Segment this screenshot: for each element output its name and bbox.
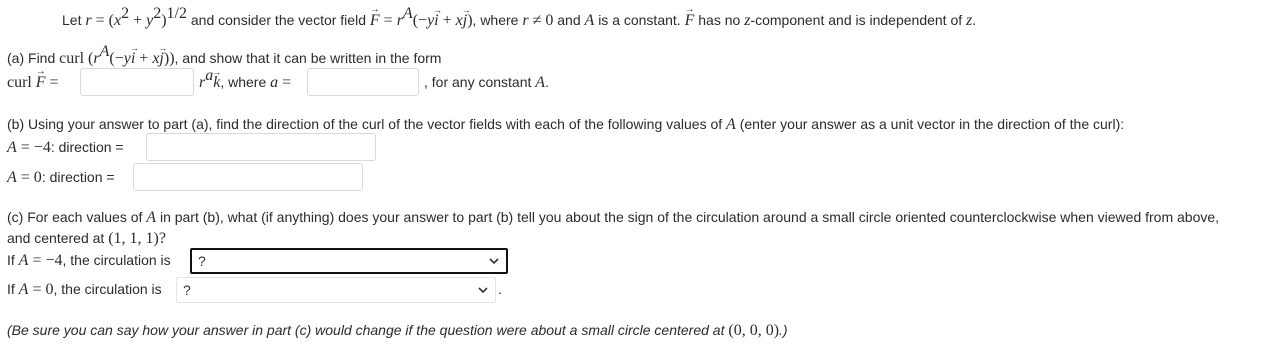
part-c-row2-tail: , the circulation is [53,281,162,297]
circulation-select-a-0[interactable] [176,277,496,303]
r-a-k-label: $r^a\to k$, where a = [199,72,291,93]
chevron-down-icon [477,284,489,296]
note-point: (0, 0, 0) [728,322,780,339]
direction-input-a-neg4[interactable] [146,133,376,161]
part-b-line: (b) Using your answer to part (a), find the direction of the curl of the vector fields with each of the following values of A (enter your answer as a unit vector in the direction of the curl): [7,116,1125,133]
part-c-row1-tail: , the circulation is [62,252,171,268]
note-end: .) [779,322,788,338]
a-answer-input[interactable] [307,68,419,96]
select2-value: ? [183,282,191,298]
part-b-label: (b) [7,116,25,132]
part-a-find: Find [28,50,56,66]
part-a-where: , where [220,74,267,90]
part-c-line1: (c) For each values of A in part (b), what (if anything) does your answer to part (b) tell you about the sign of the circulation around a small circle oriented counterclockwise when viewed from above, [7,209,1220,226]
part-b-row1: A = −4: direction = [7,139,124,156]
part-c-row2: If A = 0, the circulation is [7,281,162,298]
intro-where: , where [472,12,519,28]
part-a-for-any: , for any constant [424,74,532,90]
part-a-label: (a) [7,50,25,66]
part-c-line1-text: For each values of [27,209,143,225]
note-line [7,320,788,341]
intro-line: Let $r = (x^2 + y^2)^{1/2}$ and consider the vector field → $F = r^A(-y\to i + x\to j)$, where r ≠ 0 and A is a constant. → F has no z-component and is independent of z. [62,10,976,31]
chevron-down-icon [488,255,500,267]
curl-answer-input[interactable] [80,68,194,96]
intro-let: Let [62,12,82,28]
intro-is-constant: is a constant. [598,12,681,28]
part-a-period: . [545,74,549,90]
part-c-line1b-text: in part (b), what (if anything) does your answer to part (b) tell you about the sign of the circulation around a small circle oriented counterclockwise when viewed from above, [159,209,1220,225]
part-c-line2 [7,228,166,249]
part-b-row2: A = 0: direction = [7,169,115,186]
intro-component: -component and is independent of [750,12,963,28]
part-b-row2-label: : direction = [41,169,115,185]
part-c-if-1: If [7,252,15,268]
part-c-point: (1, 1, 1)? [108,230,166,247]
part-c-if-2: If [7,281,15,297]
select1-value: ? [198,253,206,269]
note-text: (Be sure you can say how your answer in part (c) would change if the question were about a small circle centered at [7,322,725,338]
circulation-select-a-neg4[interactable] [190,248,508,274]
intro-consider: and consider the vector field [190,12,366,28]
select2-trailing-period [498,279,502,299]
intro-end: . [972,12,977,28]
select2-period: . [498,281,502,297]
intro-has-no: has no [698,12,741,28]
part-c-label: (c) [7,209,24,225]
part-b-row1-label: : direction = [50,139,124,155]
part-a-line: (a) Find curl $(r^A(-y\to i + x\to j))$, and show that it can be written in the form [7,48,441,69]
part-c-row1: If A = −4, the circulation is [7,252,171,269]
intro-and: and [557,12,581,28]
part-b-text: Using your answer to part (a), find the direction of the curl of the vector fields with each of the following values of [28,116,723,132]
part-b-text-end: (enter your answer as a unit vector in the direction of the curl): [739,116,1125,132]
part-a-tail: , for any constant A. [424,74,549,91]
part-c-line2-text: and centered at [7,230,105,246]
part-a-and-show: , and show that it can be written in the form [174,50,442,66]
curl-label-text: curl [7,74,32,91]
direction-input-a-0[interactable] [133,163,363,191]
curl-label: curl → F = [7,72,59,93]
